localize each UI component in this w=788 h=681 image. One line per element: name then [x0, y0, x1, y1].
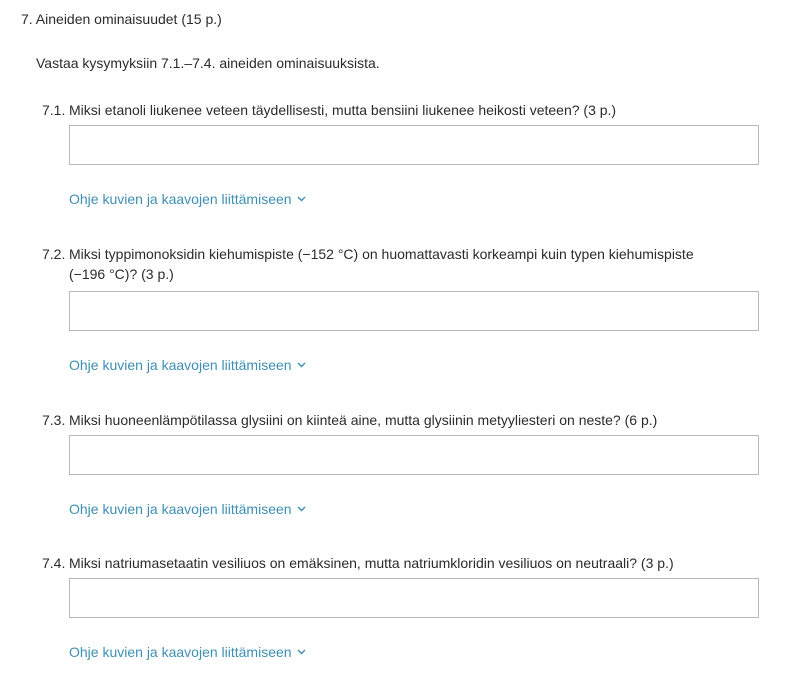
chevron-down-icon: [297, 506, 306, 512]
question-text: Miksi etanoli liukenee veteen täydellisesti, mutta bensiini liukenee heikosti veteen? (3 p.): [69, 102, 617, 118]
answer-field[interactable]: [69, 435, 759, 475]
help-link[interactable]: [69, 643, 306, 661]
exam-instructions: Vastaa kysymyksiin 7.1.–7.4. aineiden ominaisuuksista.: [36, 55, 380, 71]
question-number: 7.1.: [42, 102, 66, 118]
question-text: Miksi natriumasetaatin vesiliuos on emäksinen, mutta natriumkloridin vesiliuos on neutraali? (3 p.): [69, 555, 674, 571]
help-link[interactable]: [69, 500, 306, 518]
help-link-label: Ohje kuvien ja kaavojen liittämiseen: [69, 357, 292, 373]
question-7-4: [42, 553, 762, 660]
answer-field[interactable]: [69, 578, 759, 618]
question-7-2: [42, 244, 762, 373]
help-link-label: Ohje kuvien ja kaavojen liittämiseen: [69, 191, 292, 207]
chevron-down-icon: [297, 196, 306, 202]
help-link[interactable]: [69, 190, 306, 208]
chevron-down-icon: [297, 362, 306, 368]
question-number: 7.4.: [42, 555, 66, 571]
help-link[interactable]: [69, 356, 306, 374]
answer-field[interactable]: [69, 291, 759, 331]
chevron-down-icon: [297, 649, 306, 655]
question-7-1: [42, 100, 762, 207]
question-number: 7.2.: [42, 246, 66, 262]
answer-field[interactable]: [69, 125, 759, 165]
help-link-label: Ohje kuvien ja kaavojen liittämiseen: [69, 644, 292, 660]
help-link-label: Ohje kuvien ja kaavojen liittämiseen: [69, 501, 292, 517]
question-text: Miksi huoneenlämpötilassa glysiini on kiinteä aine, mutta glysiinin metyyliesteri on neste? (6 p.): [69, 412, 658, 428]
question-text: Miksi typpimonoksidin kiehumispiste (−152 °C) on huomattavasti korkeampi kuin typen kiehumispiste (−196 °C)? (3 p.): [69, 246, 694, 282]
exam-title: 7. Aineiden ominaisuudet (15 p.): [21, 11, 222, 27]
question-number: 7.3.: [42, 412, 66, 428]
question-7-3: [42, 410, 762, 517]
